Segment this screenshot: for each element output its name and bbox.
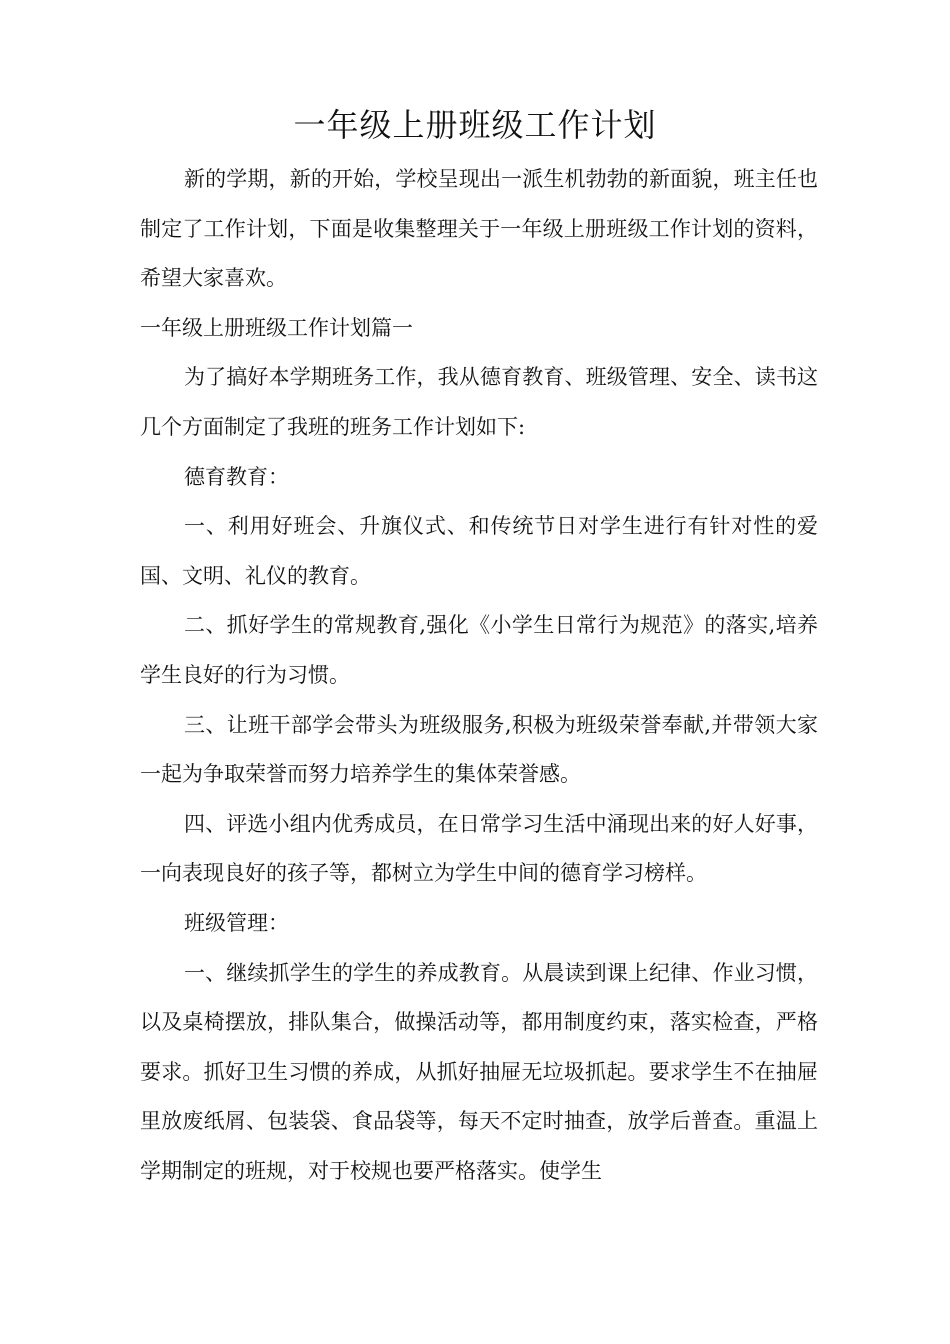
subheading-moral-education: 德育教育： [184,464,289,489]
paragraph-purpose: 为了搞好本学期班务工作，我从德育教育、班级管理、安全、读书这几个方面制定了我班的班务工作计划如下: [140,365,818,439]
moral-item-4: 四、评选小组内优秀成员，在日常学习生活中涌现出来的好人好事，一向表现良好的孩子等，都树立为学生中间的德育学习榜样。 [140,811,818,886]
management-item-1: 一、继续抓学生的学生的养成教育。从晨读到课上纪律、作业习惯，以及桌椅摆放，排队集合，做操活动等，都用制度约束，落实检查，严格要求。抓好卫生习惯的养成，从抓好抽屉无垃圾抓起。要求学生不在抽屉里放废纸屑、包装袋、食品袋等，每天不定时抽查，放学后普查。重温上学期制定的班规，对于校规也要严格落实。使学生 [140,960,818,1183]
moral-item-2: 二、抓好学生的常规教育,强化《小学生日常行为规范》的落实,培养学生良好的行为习惯。 [140,613,818,687]
document-title: 一年级上册班级工作计划 [293,106,657,144]
paragraph-intro: 新的学期，新的开始，学校呈现出一派生机勃勃的新面貌，班主任也制定了工作计划，下面是收集整理关于一年级上册班级工作计划的资料，希望大家喜欢。 [140,167,818,291]
moral-item-1: 一、利用好班会、升旗仪式、和传统节日对学生进行有针对性的爱国、文明、礼仪的教育。 [140,514,818,588]
section-heading-part-one: 一年级上册班级工作计划篇一 [140,315,413,340]
moral-item-3: 三、让班干部学会带头为班级服务,积极为班级荣誉奉献,并带领大家一起为争取荣誉而努力培养学生的集体荣誉感。 [140,712,818,787]
document-body [140,155,818,1196]
subheading-class-management: 班级管理： [184,910,289,935]
